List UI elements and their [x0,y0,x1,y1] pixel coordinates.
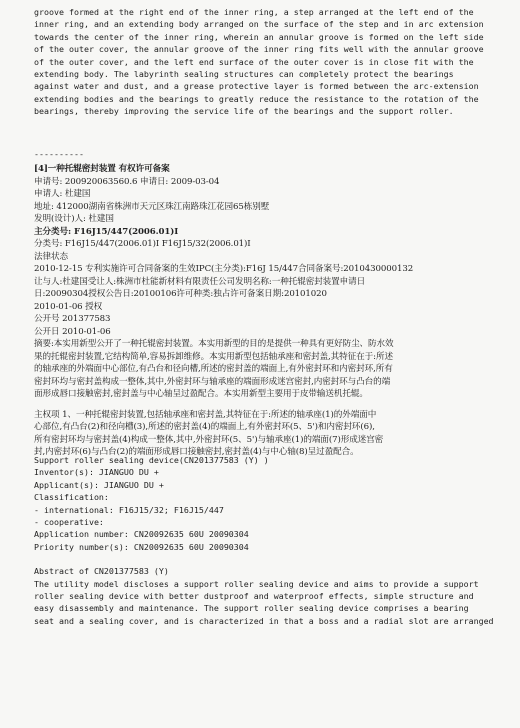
separator: ---------- [34,149,84,159]
legal-status-line: 日:20090304授权公告日:20100106许可种类:独占许可备案日期:20101020 [34,289,327,299]
abstract-line: 面形成唇口接触密封,密封盖与中心轴呈过盈配合。本实用新型主要用于皮带输送机托辊。 [34,389,368,399]
claim-line: 心部位,有凸台(2)和径向槽(3),所述的密封盖(4)的端面上,有外密封环(5、5')和内密封环(6), [34,422,375,432]
abstract-line: 的轴承座的外端面中心部位,有凸台和径向槽,所述的密封盖的端面上,有外密封环和内密封环,所有 [34,364,393,374]
english-abstract-line: seat and a sealing cover, and is characterized in that a boss and a radial slot are arranged [34,615,494,626]
english-inventor: Inventor(s): JIANGUO DU + [34,467,159,478]
record-heading: [4]一种托辊密封装置 有权许可备案 [34,164,170,174]
claim-line: 封,内密封环(6)与凸台(2)的端面形成唇口接触密封,密封盖(4)与中心轴(8)呈过盈配合。 [34,447,359,457]
top-paragraph [34,6,494,118]
abstract-line: 摘要:本实用新型公开了一种托辊密封装置。本实用新型的目的是提供一种具有更好防尘、防水效 [34,339,394,349]
inventor-line: 发明(设计)人: 杜建国 [34,214,114,224]
publication-number: 公开号 201377583 [34,314,111,324]
legal-status-heading: 法律状态 [34,251,68,262]
address-line: 地址: 412000湖南省株洲市天元区珠江南路珠江花园65栋别墅 [34,201,270,212]
english-classification: Classification: [34,492,109,503]
application-line: 申请号: 200920063560.6 申请日: 2009-03-04 [34,176,220,187]
english-record [34,454,494,627]
top-paragraph-line: bearings, thereby improving the service life of the bearings and the support roller. [34,106,454,117]
english-application-number: Application number: CN20092635 60U 20090304 [34,529,249,540]
top-paragraph-line: of the outer cover, the annular groove of the inner ring fits well with the annular groove [34,44,484,55]
publication-date: 公开日 2010-01-06 [34,326,111,337]
top-paragraph-line: groove formed at the right end of the inner ring, a step arranged at the left end of the [34,7,474,17]
english-title: Support roller sealing device(CN201377583 (Y) ) [34,455,269,465]
class-line: 分类号: F16J15/447(2006.01)I F16J15/32(2006.01)I [34,239,251,249]
english-abstract-line: roller sealing device with better dustproof and waterproof effects, simple structure and [34,591,474,602]
legal-status-line: 2010-01-06 授权 [34,301,103,312]
top-paragraph-line: against water and dust, and a grease protective layer is formed between the arc-extension [34,81,479,92]
main-class-line: 主分类号: F16J15/447(2006.01)I [34,226,179,237]
claim-line: 所有密封环均与密封盖(4)构成一整体,其中,外密封环(5、5')与轴承座(1)的端面(7)形成迷宫密 [34,434,384,445]
top-paragraph-line: inner ring, and an extending body arranged on the surface of the step and in arc extension [34,19,484,30]
english-priority-numbers: Priority number(s): CN20092635 60U 20090304 [34,541,249,552]
abstract-line: 密封环均与密封盖构成一整体,其中,外密封环与轴承座的端面形成迷宫密封,内密封环与凸台的端 [34,376,391,387]
english-international: - international: F16J15/32; F16J15/447 [34,504,224,515]
top-paragraph-line: extending bodies and the bearings to greatly reduce the resistance to the rotation of the [34,93,479,104]
patent-record [34,163,494,459]
top-paragraph-line: extending body. The labyrinth sealing structures can completely protect the bearings [34,69,454,80]
english-applicant: Applicant(s): JIANGUO DU + [34,479,164,490]
english-abstract-line: easy disassembly and maintenance. The support roller sealing device comprises a bearing [34,603,469,614]
english-abstract-heading: Abstract of CN201377583 (Y) [34,566,169,577]
legal-status-line: 让与人:杜建国受让人:株洲市杜能新材料有限责任公司发明名称:一种托辊密封装置申请日 [34,276,366,287]
applicant-line: 申请人: 杜建国 [34,189,91,199]
abstract-line: 果的托辊密封装置,它结构简单,容易拆卸维修。本实用新型包括轴承座和密封盖,其特征在于:所述 [34,351,393,362]
english-abstract-line: The utility model discloses a support roller sealing device and aims to provide a support [34,578,479,589]
legal-status-line: 2010-12-15 专利实施许可合同备案的生效IPC(主分类):F16J 15/447合同备案号:2010430000132 [34,264,414,274]
top-paragraph-line: of the outer cover, and the left end surface of the outer cover is in close fit with the [34,56,474,67]
top-paragraph-line: towards the center of the inner ring, wherein an annular groove is formed on the left side [34,31,484,42]
english-cooperative: - cooperative: [34,517,104,528]
claim-line: 主权项 1、一种托辊密封装置,包括轴承座和密封盖,其特征在于:所述的轴承座(1)的外端面中 [34,409,377,420]
